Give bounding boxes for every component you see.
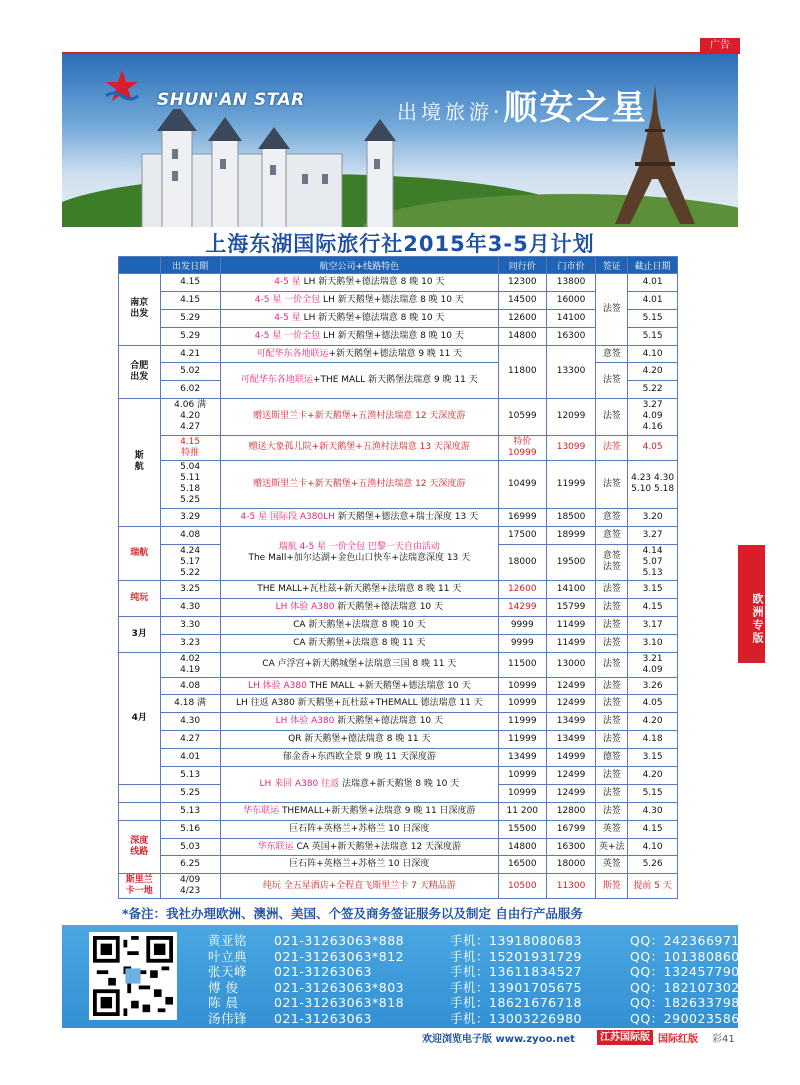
brand-slogan <box>397 80 647 129</box>
route-group: 瑞航 <box>119 526 161 580</box>
route-highlight: 4-5 星 国际段 A380LH <box>240 511 335 522</box>
table-row <box>119 802 678 820</box>
deadline-date: 3.27 <box>628 526 678 544</box>
deadline-date: 5.22 <box>628 381 678 399</box>
table-row <box>119 309 678 327</box>
deadline-date: 3.20 <box>628 508 678 526</box>
depart-date: 4.27 <box>160 731 220 749</box>
route-highlight: 华东联运 <box>257 841 294 852</box>
route-description: 4-5 星 一价全包 LH 新天鹅堡+德法瑞意 8 晚 10 天 <box>220 327 498 345</box>
table-row <box>119 838 678 856</box>
visa-type: 法签 <box>596 695 628 713</box>
route-description: 华东联运 CA 英国+新天鹅堡+法瑞意 12 天深度游 <box>220 838 498 856</box>
contact-qq: QQ：1821073022 <box>630 979 749 995</box>
depart-date: 5.04 5.11 5.18 5.25 <box>160 460 220 508</box>
contact-name: 傅 俊 <box>208 979 239 995</box>
peer-price: 15500 <box>498 820 546 838</box>
depart-date: 4.24 5.17 5.22 <box>160 544 220 581</box>
table-row <box>119 435 678 460</box>
route-description: 4-5 星 LH 新天鹅堡+德法瑞意 8 晚 10 天 <box>220 309 498 327</box>
peer-price: 11999 <box>498 731 546 749</box>
peer-price: 14800 <box>498 838 546 856</box>
route-group: 4月 <box>119 652 161 784</box>
castle-illustration <box>102 109 432 227</box>
ad-tag: 广告 <box>700 38 740 54</box>
peer-price: 11999 <box>498 713 546 731</box>
retail-price: 13499 <box>546 713 596 731</box>
peer-price: 12600 <box>498 581 546 599</box>
deadline-date: 4.05 <box>628 695 678 713</box>
route-description: LH 往返 A380 新天鹅堡+瓦杜兹+THEMALL 德法瑞意 11 天 <box>220 695 498 713</box>
peer-price: 9999 <box>498 616 546 634</box>
visa-type: 法签 <box>596 634 628 652</box>
europe-section-tab: 欧洲专版 <box>738 545 765 663</box>
depart-date: 4.08 <box>160 677 220 695</box>
depart-date: 4.30 <box>160 713 220 731</box>
table-header-row <box>119 257 678 274</box>
visa-type: 英签 <box>596 820 628 838</box>
contact-mobile: 手机：13918080683 <box>450 933 582 948</box>
table-row <box>119 581 678 599</box>
retail-price: 18500 <box>546 508 596 526</box>
retail-price: 12800 <box>546 802 596 820</box>
peer-price: 10499 <box>498 460 546 508</box>
contact-name: 陈 晨 <box>208 995 239 1010</box>
contact-qq: QQ：1013808609 <box>630 948 749 964</box>
route-description: THE MALL+瓦杜兹+新天鹅堡+法瑞意 8 晚 11 天 <box>220 581 498 599</box>
peer-price: 14299 <box>498 598 546 616</box>
table-row <box>119 820 678 838</box>
deadline-date: 5.15 <box>628 327 678 345</box>
peer-price: 10599 <box>498 399 546 436</box>
depart-date: 5.29 <box>160 327 220 345</box>
page-title: 上海东湖国际旅行社2015年3-5月计划 <box>205 232 595 256</box>
visa-type: 法签 <box>596 581 628 599</box>
depart-date: 4.02 4.19 <box>160 652 220 677</box>
deadline-date: 3.10 <box>628 634 678 652</box>
footer-site[interactable]: 欢迎浏览电子版 www.zyoo.net <box>422 1034 575 1045</box>
deadline-date: 4.23 4.30 5.10 5.18 <box>628 460 678 508</box>
visa-type: 德签 <box>596 749 628 767</box>
contact-qq: QQ：1826337986 <box>630 995 749 1010</box>
route-highlight: 可配华东各地联运 <box>256 348 329 359</box>
peer-price: 14800 <box>498 327 546 345</box>
route-highlight: LH 来回 A380 往返 <box>259 778 340 789</box>
slogan-prefix: 出境旅游· <box>397 100 504 124</box>
visa-type: 法签 <box>596 652 628 677</box>
route-group: 纯玩 <box>119 581 161 617</box>
deadline-date: 5.26 <box>628 856 678 874</box>
route-description: 4-5 星 LH 新天鹅堡+德法瑞意 8 晚 10 天 <box>220 274 498 292</box>
peer-price: 16999 <box>498 508 546 526</box>
depart-date: 4.18 满 <box>160 695 220 713</box>
table-row <box>119 677 678 695</box>
table-row <box>119 634 678 652</box>
peer-price: 9999 <box>498 634 546 652</box>
visa-type: 法签 <box>596 363 628 399</box>
route-highlight: 4-5 星 <box>274 276 301 287</box>
visa-type: 法签 <box>596 598 628 616</box>
route-description: 赠送斯里兰卡+新天鹅堡+五渔村法瑞意 12 天深度游 <box>220 460 498 508</box>
contact-phone: 021-31263063*803 <box>274 979 405 995</box>
route-description: 4-5 星 一价全包 LH 新天鹅堡+德法瑞意 8 晚 10 天 <box>220 291 498 309</box>
visa-type: 法签 <box>596 460 628 508</box>
table-row <box>119 526 678 544</box>
peer-price: 10500 <box>498 874 546 899</box>
visa-type: 英签 <box>596 856 628 874</box>
depart-date: 3.23 <box>160 634 220 652</box>
route-group: 斯里兰 卡一地 <box>119 874 161 899</box>
depart-date: 4.06 满 4.20 4.27 <box>160 399 220 436</box>
deadline-date: 3.21 4.09 <box>628 652 678 677</box>
peer-price: 13499 <box>498 749 546 767</box>
route-highlight: 瑞航 4-5 星 一价全包 巴黎一天自由活动 <box>278 542 440 553</box>
contact-qq: QQ：1324577903 <box>630 964 749 979</box>
contact-phone: 021-31263063 <box>274 964 372 979</box>
deadline-date: 4.01 <box>628 291 678 309</box>
peer-price: 14500 <box>498 291 546 309</box>
visa-type: 法签 <box>596 767 628 785</box>
route-description: 华东联运 THEMALL+新天鹅堡+法瑞意 9 晚 11 日深度游 <box>220 802 498 820</box>
retail-price: 13099 <box>546 435 596 460</box>
retail-price: 12499 <box>546 784 596 802</box>
retail-price: 14100 <box>546 581 596 599</box>
route-description: LH 来回 A380 往返 法瑞意+新天鹅堡 8 晚 10 天 <box>220 767 498 803</box>
deadline-date: 3.26 <box>628 677 678 695</box>
header-route: 航空公司+线路特色 <box>220 257 498 274</box>
header-date: 出发日期 <box>160 257 220 274</box>
route-highlight: 4-5 星 <box>274 312 301 323</box>
deadline-date: 4.10 <box>628 345 678 363</box>
peer-price: 10999 <box>498 677 546 695</box>
route-description: 4-5 星 国际段 A380LH 新天鹅堡+德法意+瑞士深度 13 天 <box>220 508 498 526</box>
table-row <box>119 399 678 436</box>
retail-price: 18999 <box>546 526 596 544</box>
visa-type: 意签 <box>596 345 628 363</box>
route-highlight: 可配华东各地联运 <box>240 375 313 386</box>
peer-price: 17500 <box>498 526 546 544</box>
route-description: 巨石阵+英格兰+苏格兰 10 日深度 <box>220 820 498 838</box>
contact-mobile: 手机：18621676718 <box>450 995 582 1010</box>
table-row <box>119 874 678 899</box>
peer-price: 16500 <box>498 856 546 874</box>
depart-date: 4.15 <box>160 274 220 292</box>
shunan-logo-icon <box>104 68 140 104</box>
deadline-date: 3.27 4.09 4.16 <box>628 399 678 436</box>
visa-type: 法签 <box>596 731 628 749</box>
deadline-date: 4.20 <box>628 363 678 381</box>
qr-code <box>89 932 177 1020</box>
retail-price: 12499 <box>546 677 596 695</box>
deadline-date: 4.15 <box>628 820 678 838</box>
retail-price: 15799 <box>546 598 596 616</box>
header-visa: 签证 <box>596 257 628 274</box>
route-group <box>119 802 161 820</box>
retail-price: 11499 <box>546 634 596 652</box>
retail-price: 18000 <box>546 856 596 874</box>
table-row <box>119 291 678 309</box>
depart-date: 5.29 <box>160 309 220 327</box>
table-row <box>119 508 678 526</box>
deadline-date: 3.15 <box>628 581 678 599</box>
visa-type: 法签 <box>596 399 628 436</box>
depart-date: 5.25 <box>160 784 220 802</box>
depart-date: 4.15 特推 <box>160 435 220 460</box>
route-description: 可配华东各地联运+新天鹅堡+德法瑞意 9 晚 11 天 <box>220 345 498 363</box>
peer-price: 特价 10999 <box>498 435 546 460</box>
table-row <box>119 713 678 731</box>
retail-price: 13300 <box>546 345 596 399</box>
retail-price: 16300 <box>546 327 596 345</box>
retail-price: 14999 <box>546 749 596 767</box>
route-group: 深度 线路 <box>119 820 161 874</box>
deadline-date: 4.30 <box>628 802 678 820</box>
contact-name: 叶立典 <box>208 948 248 964</box>
table-row <box>119 598 678 616</box>
slogan-main: 顺安之星 <box>503 88 648 128</box>
deadline-date: 提前 5 天 <box>628 874 678 899</box>
deadline-date: 3.17 <box>628 616 678 634</box>
route-group: 合肥 出发 <box>119 345 161 399</box>
header-peer-price: 同行价 <box>498 257 546 274</box>
deadline-date: 4.20 <box>628 767 678 785</box>
visa-type: 意签 法签 <box>596 544 628 581</box>
visa-type: 法签 <box>596 784 628 802</box>
table-row <box>119 731 678 749</box>
tour-plan-table <box>118 256 678 899</box>
route-highlight: 华东联运 <box>243 805 280 816</box>
contact-panel <box>62 925 749 1028</box>
route-description: 赠送大象孤儿院+新天鹅堡+五渔村法瑞意 13 天深度游 <box>220 435 498 460</box>
contact-mobile: 手机：13611834527 <box>450 964 582 979</box>
visa-type: 意签 <box>596 526 628 544</box>
retail-price: 11300 <box>546 874 596 899</box>
route-group: 3月 <box>119 616 161 652</box>
deadline-date: 5.15 <box>628 784 678 802</box>
retail-price: 11499 <box>546 616 596 634</box>
header-retail-price: 门市价 <box>546 257 596 274</box>
deadline-date: 4.18 <box>628 731 678 749</box>
depart-date: 4.30 <box>160 598 220 616</box>
visa-type: 意签 <box>596 508 628 526</box>
peer-price: 10999 <box>498 767 546 785</box>
depart-date: 5.13 <box>160 802 220 820</box>
route-description: CA 新天鹅堡+法瑞意 8 晚 10 天 <box>220 616 498 634</box>
footer <box>62 1030 738 1046</box>
contact-qq: QQ：2423669710 <box>630 933 749 948</box>
contact-name: 黄亚铭 <box>208 933 248 948</box>
peer-price: 11500 <box>498 652 546 677</box>
depart-date: 6.25 <box>160 856 220 874</box>
route-group: 南京 出发 <box>119 274 161 346</box>
route-description: QR 新天鹅堡+德法瑞意 8 晚 11 天 <box>220 731 498 749</box>
depart-date: 4.15 <box>160 291 220 309</box>
table-row <box>119 345 678 363</box>
route-highlight: 4-5 星 一价全包 <box>254 330 321 341</box>
visa-type: 法签 <box>596 616 628 634</box>
retail-price: 12499 <box>546 767 596 785</box>
route-highlight: LH 体验 A380 <box>275 716 335 727</box>
route-description: 纯玩 全五星酒店+全程直飞斯里兰卡 7 天精品游 <box>220 874 498 899</box>
route-description: 可配华东各地联运+THE MALL 新天鹅堡法瑞意 9 晚 11 天 <box>220 363 498 399</box>
route-description: CA 新天鹅堡+法瑞意 8 晚 11 天 <box>220 634 498 652</box>
contact-row <box>208 1009 748 1027</box>
contact-mobile: 手机：13003226980 <box>450 1010 582 1026</box>
table-row <box>119 695 678 713</box>
visa-type: 英+法 <box>596 838 628 856</box>
deadline-date: 4.20 <box>628 713 678 731</box>
footer-page-number: 彩41 <box>712 1034 735 1045</box>
route-highlight: 4-5 星 一价全包 <box>254 294 321 305</box>
banner <box>62 54 738 227</box>
peer-price: 11 200 <box>498 802 546 820</box>
contact-name: 张天峰 <box>208 964 248 979</box>
contact-phone: 021-31263063*818 <box>274 995 405 1010</box>
route-group <box>119 784 161 802</box>
contact-name: 汤伟锋 <box>208 1010 248 1026</box>
retail-price: 12099 <box>546 399 596 436</box>
retail-price: 16000 <box>546 291 596 309</box>
route-description: 赠送斯里兰卡+新天鹅堡+五渔村法瑞意 12 天深度游 <box>220 399 498 436</box>
deadline-date: 3.15 <box>628 749 678 767</box>
service-note: *备注：我社办理欧洲、澳洲、美国、个签及商务签证服务以及制定 自由行产品服务 <box>122 906 583 921</box>
depart-date: 4.21 <box>160 345 220 363</box>
route-description: LH 体验 A380 新天鹅堡+德法瑞意 10 天 <box>220 598 498 616</box>
route-highlight: LH 体验 A380 <box>248 680 307 691</box>
retail-price: 12499 <box>546 695 596 713</box>
retail-price: 13800 <box>546 274 596 292</box>
table-row <box>119 767 678 785</box>
route-group: 斯 航 <box>119 399 161 526</box>
header-deadline: 截止日期 <box>628 257 678 274</box>
table-row <box>119 460 678 508</box>
peer-price: 18000 <box>498 544 546 581</box>
retail-price: 19500 <box>546 544 596 581</box>
contact-mobile: 手机：13901705675 <box>450 979 582 995</box>
depart-date: 5.13 <box>160 767 220 785</box>
depart-date: 5.03 <box>160 838 220 856</box>
depart-date: 6.02 <box>160 381 220 399</box>
visa-type: 斯签 <box>596 874 628 899</box>
retail-price: 13499 <box>546 731 596 749</box>
depart-date: 5.16 <box>160 820 220 838</box>
depart-date: 4.08 <box>160 526 220 544</box>
route-description: CA 卢浮宫+新天鹅城堡+法瑞意三国 8 晚 11 天 <box>220 652 498 677</box>
contact-qq: QQ：2900235868 <box>630 1010 749 1026</box>
contact-phone: 021-31263063*888 <box>274 933 405 948</box>
visa-type: 法签 <box>596 713 628 731</box>
retail-price: 14100 <box>546 309 596 327</box>
route-description: LH 体验 A380 新天鹅堡+德法瑞意 10 天 <box>220 713 498 731</box>
contact-mobile: 手机：15201931729 <box>450 948 582 964</box>
table-row <box>119 616 678 634</box>
deadline-date: 4.05 <box>628 435 678 460</box>
depart-date: 4.01 <box>160 749 220 767</box>
retail-price: 13000 <box>546 652 596 677</box>
route-highlight: LH 体验 A380 <box>275 601 335 612</box>
depart-date: 3.29 <box>160 508 220 526</box>
footer-edition-chip: 江苏国际版 <box>597 1030 653 1045</box>
deadline-date: 4.10 <box>628 838 678 856</box>
table-row <box>119 652 678 677</box>
route-description: 瑞航 4-5 星 一价全包 巴黎一天自由活动 The Mall+加尔达湖+金色山口快车+法瑞意深度 13 天 <box>220 526 498 580</box>
table-row <box>119 274 678 292</box>
route-description: 郁金香+东西欧全景 9 晚 11 天深度游 <box>220 749 498 767</box>
contact-phone: 021-31263063*812 <box>274 948 405 964</box>
route-description: 巨石阵+英格兰+苏格兰 10 日深度 <box>220 856 498 874</box>
table-row <box>119 749 678 767</box>
table-row <box>119 856 678 874</box>
visa-type: 法签 <box>596 435 628 460</box>
peer-price: 12600 <box>498 309 546 327</box>
visa-type: 法签 <box>596 802 628 820</box>
deadline-date: 5.15 <box>628 309 678 327</box>
table-row <box>119 327 678 345</box>
retail-price: 16799 <box>546 820 596 838</box>
deadline-date: 4.01 <box>628 274 678 292</box>
depart-date: 5.02 <box>160 363 220 381</box>
peer-price: 12300 <box>498 274 546 292</box>
depart-date: 3.30 <box>160 616 220 634</box>
brand-name: SHUN'AN STAR <box>157 90 305 110</box>
qr-code-icon <box>93 936 173 1016</box>
visa-type: 法签 <box>596 677 628 695</box>
deadline-date: 4.14 5.07 5.13 <box>628 544 678 581</box>
visa-type: 法签 <box>596 274 628 346</box>
depart-date: 4/09 4/23 <box>160 874 220 899</box>
deadline-date: 4.15 <box>628 598 678 616</box>
peer-price: 11800 <box>498 345 546 399</box>
peer-price: 10999 <box>498 695 546 713</box>
footer-red-edition: 国际红版 <box>658 1034 698 1045</box>
depart-date: 3.25 <box>160 581 220 599</box>
table-body <box>119 274 678 899</box>
peer-price: 10999 <box>498 784 546 802</box>
route-description: LH 体验 A380 THE MALL +新天鹅堡+德法瑞意 10 天 <box>220 677 498 695</box>
retail-price: 11999 <box>546 460 596 508</box>
header-group <box>119 257 161 274</box>
contact-phone: 021-31263063 <box>274 1010 372 1026</box>
retail-price: 16300 <box>546 838 596 856</box>
